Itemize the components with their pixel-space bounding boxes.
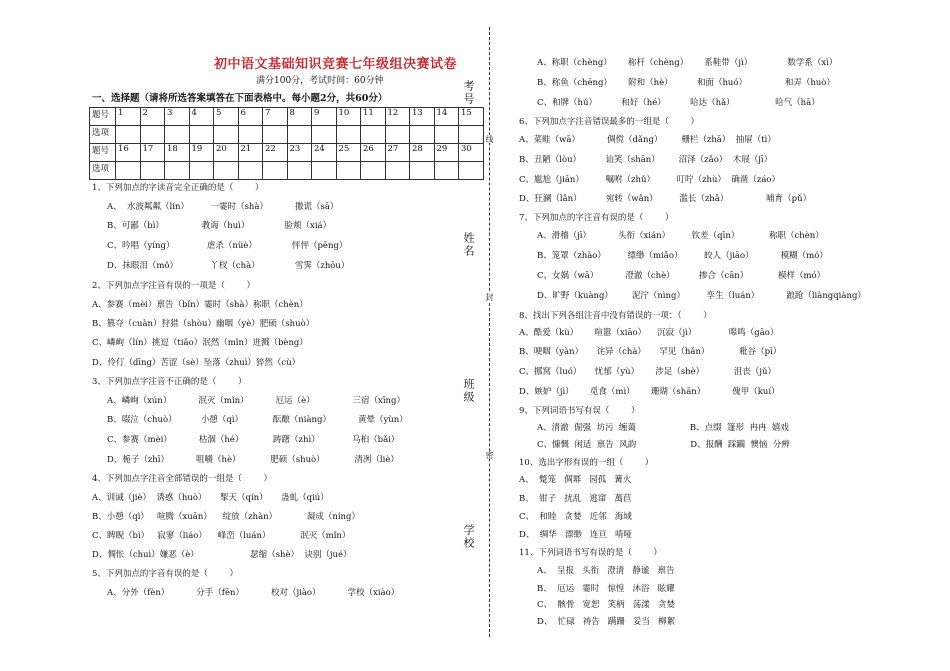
answer-cell[interactable] xyxy=(116,162,141,180)
table-row xyxy=(90,162,484,180)
question-line: C、女娲（wā） 澄澈（chè） 掺合（cān） 模样（mó） xyxy=(537,271,826,281)
question-line: A、嶙峋（xún） 泯灭（mǐn） 厄运（è） 三宿（xīng） xyxy=(107,396,405,406)
answer-table xyxy=(89,107,484,180)
question-line: 1、下列加点的字读音完全正确的是（ ） xyxy=(92,183,264,193)
question-line: D、 绸华 漂缈 连亘 啃哑 xyxy=(519,530,633,540)
question-line: A、 水波粼粼（lín） 一霎时（shà） 撒谎（sā） xyxy=(107,202,339,212)
question-line: A、滑稽（jī） 头衔（xián） 钦差（qīn） 称职（chèn） xyxy=(537,231,824,241)
answer-cell[interactable] xyxy=(434,162,459,180)
question-number: 16 xyxy=(116,144,141,162)
question-line: 7、下列加点的字注音有误的是（ ） xyxy=(519,213,674,223)
question-number: 23 xyxy=(287,144,312,162)
answer-cell[interactable] xyxy=(361,162,386,180)
exam-number-label: 考号 xyxy=(462,80,475,106)
question-line: 3、下列加点字注音不正确的是（ ） xyxy=(92,377,247,387)
question-line: C、 骸骨 宽恕 笑柄 荡漾 贪婪 xyxy=(537,600,675,610)
binding-mark: 密 xyxy=(485,451,494,459)
question-number: 30 xyxy=(459,144,484,162)
table-answer-label: 选项 xyxy=(90,162,116,180)
school-label: 学校 xyxy=(462,524,475,550)
question-number: 13 xyxy=(410,108,435,126)
question-line: B、 厄运 霎时 惊惶 沐浴 眩耀 xyxy=(537,584,675,594)
binding-mark: 线 xyxy=(485,135,494,143)
table-row xyxy=(90,144,484,162)
binding-mark: 封 xyxy=(485,293,494,301)
question-number: 24 xyxy=(312,144,337,162)
answer-cell[interactable] xyxy=(336,162,361,180)
question-number: 9 xyxy=(312,108,337,126)
section-heading: 一、选择题（请将所选答案填答在下面表格中。每小题2分，共60分） xyxy=(92,93,388,104)
question-line: A、清澈 倔强 坊污 缠蔼 B、点缀 篷形 冉冉 嬉戏 xyxy=(537,423,789,433)
class-label: 班级 xyxy=(462,378,475,404)
question-line: D、嫉妒（jì） 觅食（mì） 珊瑚（shān） 傀甲（kuí） xyxy=(519,387,780,397)
answer-cell[interactable] xyxy=(385,162,410,180)
question-line: A、分外（fèn） 分手（fēn） 校对（jiào） 学校（xiào） xyxy=(107,588,400,598)
question-line: A、称职（chèng） 称杆（chèng） 系鞋带（jì） 数学系（xì） xyxy=(537,58,838,68)
answer-cell[interactable] xyxy=(238,126,263,144)
question-line: B、可鄙（bì） 教诲（huì） 脸颊（xiá） xyxy=(107,221,332,231)
question-line: 9、下列词语书写有误（ ） xyxy=(519,406,640,416)
question-line: C、挪窝（luó） 忧郁（yù） 涉足（shè） 沮丧（jǔ） xyxy=(519,367,777,377)
question-line: C、吟唱（yíng） 虐杀（nüè） 怦怦（pēng） xyxy=(107,241,348,251)
answer-cell[interactable] xyxy=(140,126,165,144)
question-line: B、丑陋（lòu） 讪笑（shān） 沼泽（zǎo） 木屐（jī） xyxy=(519,155,773,165)
answer-cell[interactable] xyxy=(312,126,337,144)
answer-cell[interactable] xyxy=(263,162,288,180)
table-row-label: 题号 xyxy=(90,144,116,162)
question-line: D、旷野（kuàng） 泥泞（nìng） 孪生（luán） 踉跄（liàngqiàng） xyxy=(537,291,866,301)
question-line: A、酷爱（kù） 喧嚣（xiāo） 沉寂（jì） 嗥鸣（gāo） xyxy=(519,328,779,338)
question-line: C、尴尬（jiān） 嘱咐（zhǔ） 叮咛（zhù） 确凿（záo） xyxy=(519,175,781,185)
answer-cell[interactable] xyxy=(361,126,386,144)
answer-cell[interactable] xyxy=(459,162,484,180)
answer-cell[interactable] xyxy=(410,162,435,180)
answer-cell[interactable] xyxy=(434,126,459,144)
answer-cell[interactable] xyxy=(140,162,165,180)
answer-cell[interactable] xyxy=(238,162,263,180)
question-line: A、 呈报 头衔 澄清 静谧 禀告 xyxy=(537,566,675,576)
question-line: A、菜畦（wā） 倜傥（dǎng） 栅栏（zhā） 抽屉（tì） xyxy=(519,135,776,145)
binding-line xyxy=(489,27,490,637)
question-line: C、嶙峋（lín）挑逗（tiǎo）泯然（mǐn）迸溅（bèng） xyxy=(92,338,308,348)
question-line: A、参赛（mèi）禀告（bǐn）霎时（shà）称职（chèn） xyxy=(92,300,308,310)
question-number: 19 xyxy=(189,144,214,162)
question-line: C、参赛（mèi） 枯涸（hé） 踌躇（zhì） 乌桕（bǎi） xyxy=(107,435,400,445)
question-number: 21 xyxy=(238,144,263,162)
answer-cell[interactable] xyxy=(287,162,312,180)
question-number: 10 xyxy=(336,108,361,126)
answer-cell[interactable] xyxy=(116,126,141,144)
question-line: D、伶仃（dīng）苦涩（sè）坠落（zhuì）猝然（cù） xyxy=(92,358,301,368)
question-number: 17 xyxy=(140,144,165,162)
question-line: C、慷慨 闲适 禀告 风韵 D、报酬 踩躏 懊恼 分辨 xyxy=(537,440,790,450)
answer-cell[interactable] xyxy=(165,162,190,180)
question-line: B、 钳子 扰乱 逃窜 萬苣 xyxy=(519,494,632,504)
answer-cell[interactable] xyxy=(263,126,288,144)
exam-subtitle: 满分100分，考试时间：60分钟 xyxy=(256,76,384,86)
question-line: B、篡夺（cuàn）狩猎（shòu）幽咽（yè）肥硕（shuò） xyxy=(92,319,315,329)
question-line: D、抹眼泪（mǒ） 丫杈（chà） 雪霁（zhōu） xyxy=(107,261,350,271)
question-line: D、狂澜（lǎn） 宛转（wǎn） 滥长（zhǎ） 哺育（pǔ） xyxy=(519,194,812,204)
question-line: B、笼罩（zhào） 缥缈（miǎo） 皎人（jiāo） 模糊（mó） xyxy=(537,251,828,261)
question-number: 26 xyxy=(361,144,386,162)
question-number: 29 xyxy=(434,144,459,162)
question-line: 11、下列词语书写有误的是（ ） xyxy=(519,548,662,558)
question-number: 4 xyxy=(189,108,214,126)
answer-cell[interactable] xyxy=(189,126,214,144)
question-line: B、啜泣（chuò） 小憩（qì） 酝酿（niàng） 黄晕（yùn） xyxy=(107,415,408,425)
question-line: D、栀子（zhī） 咀嚼（hè） 肥硕（shuò） 清冽（liè） xyxy=(107,455,399,465)
question-number: 18 xyxy=(165,144,190,162)
question-line: 8、找出下列各组注音中没有错误的一项：（ ） xyxy=(519,311,712,321)
answer-cell[interactable] xyxy=(214,162,239,180)
answer-cell[interactable] xyxy=(214,126,239,144)
question-number: 28 xyxy=(410,144,435,162)
question-number: 22 xyxy=(263,144,288,162)
answer-cell[interactable] xyxy=(312,162,337,180)
answer-cell[interactable] xyxy=(287,126,312,144)
question-line: 5、下列加点的字音有误的是（ ） xyxy=(92,569,239,579)
table-row xyxy=(90,108,484,126)
question-line: C、睥睨（bì） 寂寥（liáo） 峰峦（luán） 泯灭（mǐn） xyxy=(92,531,351,541)
question-line: C、和牌（hú） 和好（hé） 哈达（hǎ） 哈气（hā） xyxy=(537,98,820,108)
table-row xyxy=(90,126,484,144)
question-number: 6 xyxy=(238,108,263,126)
question-number: 3 xyxy=(165,108,190,126)
question-line: A、 蹩笼 倜幂 园孤 篝火 xyxy=(519,475,632,485)
table-answer-label: 选项 xyxy=(90,126,116,144)
question-number: 15 xyxy=(459,108,484,126)
question-number: 11 xyxy=(361,108,386,126)
question-line: 4、下列加点字注音全部错误的一组是（ ） xyxy=(92,474,273,484)
question-line: 6、下列加点字注音错误最多的一组是（ ） xyxy=(519,117,700,127)
table-row-label: 题号 xyxy=(90,108,116,126)
question-line: B、称鱼（chēng） 附和（hè） 和面（huó） 和弄（huò） xyxy=(537,78,835,88)
question-line: B、小憩（qì） 喧腾（xuān） 绽放（zhàn） 凝成（níng） xyxy=(92,512,360,522)
question-number: 20 xyxy=(214,144,239,162)
question-line: B、哽咽（yàn） 诧异（chà） 罕见（hǎn） 粃谷（pī） xyxy=(519,347,782,357)
question-number: 25 xyxy=(336,144,361,162)
question-line: 2、下列加点字注音有误的一项是（ ） xyxy=(92,281,256,291)
question-line: A、训诫（jiè） 诱惑（huò） 掣天（qín） 蛊虬（qiú） xyxy=(92,493,329,503)
question-line: C、 和睦 贪婪 近邻 海域 xyxy=(519,512,632,522)
question-number: 12 xyxy=(385,108,410,126)
question-line: D、 忙碌 祷告 蹒跚 妥当 柳絮 xyxy=(537,617,676,627)
question-line: 10、选出字形有误的一组（ ） xyxy=(519,458,654,468)
question-number: 8 xyxy=(287,108,312,126)
answer-cell[interactable] xyxy=(189,162,214,180)
question-number: 14 xyxy=(434,108,459,126)
question-number: 2 xyxy=(140,108,165,126)
question-number: 7 xyxy=(263,108,288,126)
answer-cell[interactable] xyxy=(336,126,361,144)
answer-cell[interactable] xyxy=(410,126,435,144)
question-line: D、惆怅（chuì）嫌恶（è） 瑟缩（shè） 诀别（jué） xyxy=(92,550,352,560)
exam-title: 初中语文基础知识竞赛七年级组决赛试卷 xyxy=(214,57,458,72)
question-number: 1 xyxy=(116,108,141,126)
name-label: 姓名 xyxy=(462,232,475,258)
question-number: 27 xyxy=(385,144,410,162)
question-number: 5 xyxy=(214,108,239,126)
answer-cell[interactable] xyxy=(165,126,190,144)
answer-cell[interactable] xyxy=(385,126,410,144)
answer-cell[interactable] xyxy=(459,126,484,144)
